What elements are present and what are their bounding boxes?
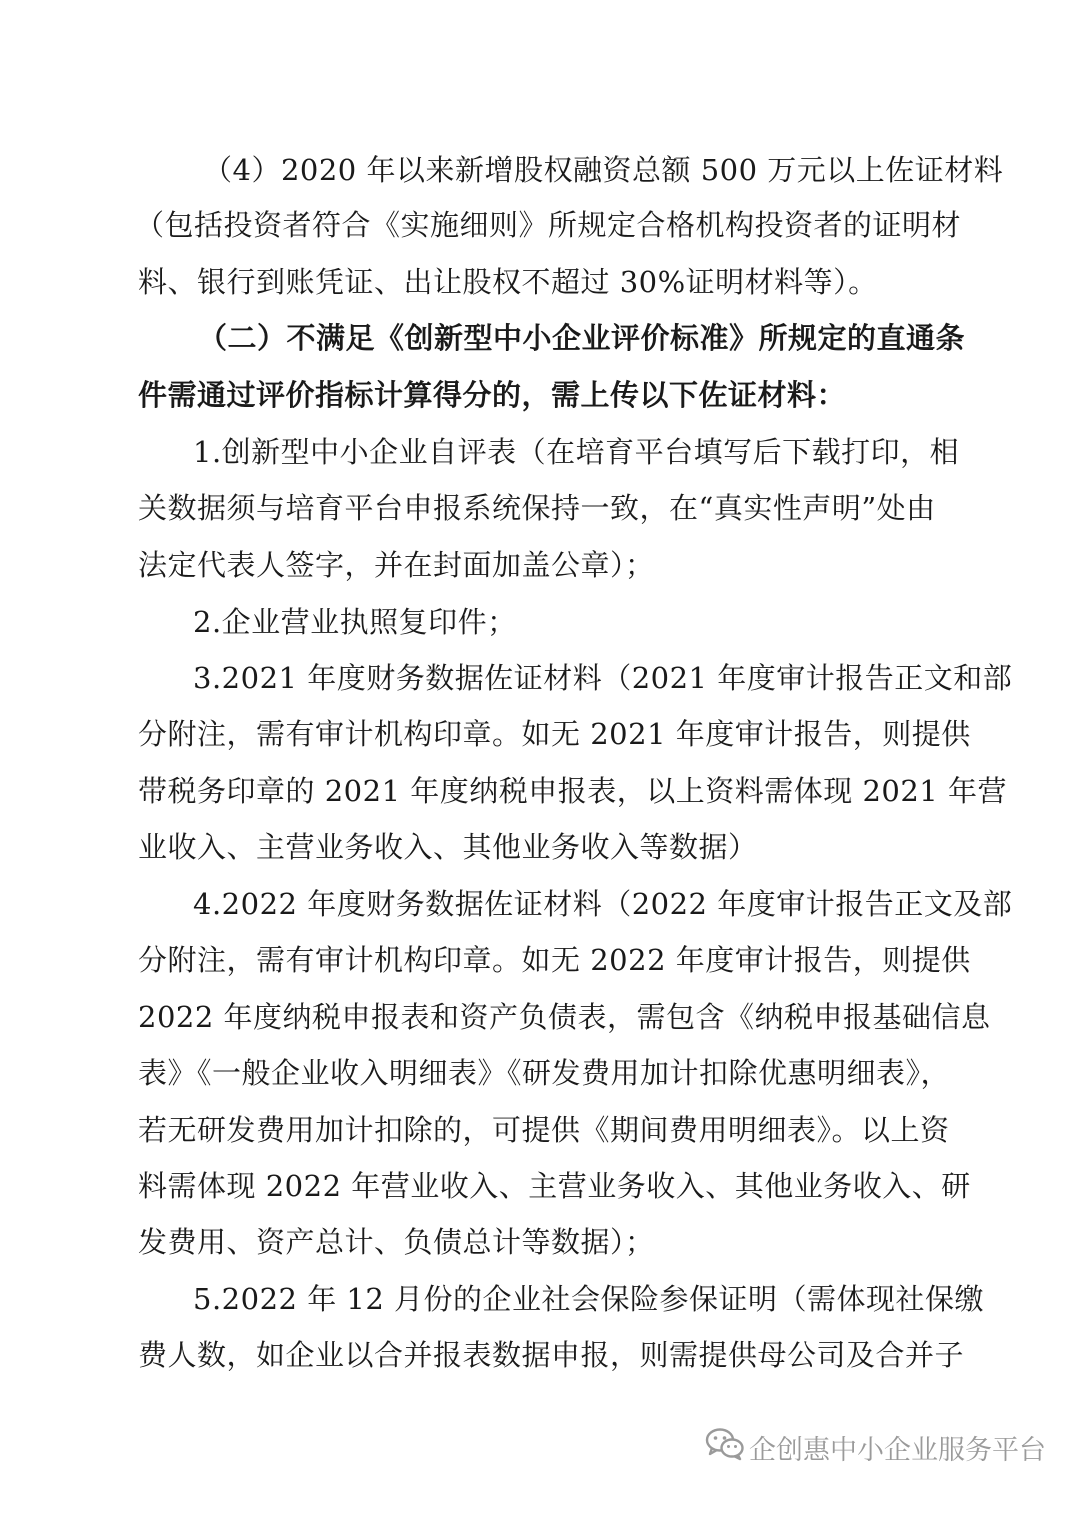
line-text: 带税务印章的 2021 年度纳税申报表，以上资料需体现 2021 年营 xyxy=(138,774,1007,808)
text-line xyxy=(0,1279,1080,1319)
line-text: 关数据须与培育平台申报系统保持一致，在“真实性声明”处由 xyxy=(138,491,936,525)
line-text: 分附注，需有审计机构印章。如无 2022 年度审计报告，则提供 xyxy=(138,943,971,977)
text-line xyxy=(0,1166,1080,1206)
text-line xyxy=(0,1335,1080,1375)
line-text: 表》《一般企业收入明细表》《研发费用加计扣除优惠明细表》， xyxy=(138,1056,951,1090)
section-heading xyxy=(0,318,1080,358)
text-line xyxy=(0,602,1080,642)
text-line xyxy=(0,262,1080,302)
text-line xyxy=(0,658,1080,698)
line-text: 业收入、主营业务收入、其他业务收入等数据） xyxy=(138,830,758,864)
text-line xyxy=(0,1053,1080,1093)
line-text: （包括投资者符合《实施细则》所规定合格机构投资者的证明材 xyxy=(135,208,962,242)
text-line xyxy=(0,771,1080,811)
line-text: （4）2020 年以来新增股权融资总额 500 万元以上佐证材料 xyxy=(203,153,1004,187)
text-line xyxy=(0,1222,1080,1262)
watermark-text: 企创惠中小企业服务平台 xyxy=(749,1434,1046,1466)
section-heading xyxy=(0,375,1080,415)
text-line xyxy=(0,827,1080,867)
line-text: 料需体现 2022 年营业收入、主营业务收入、其他业务收入、研 xyxy=(138,1169,971,1203)
heading-text: （二）不满足《创新型中小企业评价标准》所规定的直通条 xyxy=(198,321,966,355)
text-line xyxy=(0,432,1080,472)
line-text: 若无研发费用加计扣除的，可提供《期间费用明细表》。以上资 xyxy=(138,1113,950,1147)
text-line xyxy=(0,997,1080,1037)
line-text: 3.2021 年度财务数据佐证材料（2021 年度审计报告正文和部 xyxy=(193,661,1013,695)
line-text: 2022 年度纳税申报表和资产负债表，需包含《纳税申报基础信息 xyxy=(138,1000,991,1034)
line-text: 料、银行到账凭证、出让股权不超过 30%证明材料等）。 xyxy=(138,265,878,299)
text-line xyxy=(0,714,1080,754)
text-line xyxy=(0,1110,1080,1150)
line-text: 法定代表人签字，并在封面加盖公章）； xyxy=(138,548,655,582)
watermark xyxy=(705,1425,1046,1469)
text-line xyxy=(0,884,1080,924)
heading-text: 件需通过评价指标计算得分的，需上传以下佐证材料： xyxy=(138,378,847,412)
text-line xyxy=(0,150,1080,190)
text-line xyxy=(0,205,1080,245)
line-text: 2.企业营业执照复印件； xyxy=(193,605,517,639)
line-text: 4.2022 年度财务数据佐证材料（2022 年度审计报告正文及部 xyxy=(193,887,1013,921)
line-text: 费人数，如企业以合并报表数据申报，则需提供母公司及合并子 xyxy=(138,1338,965,1372)
text-line xyxy=(0,488,1080,528)
text-line xyxy=(0,545,1080,585)
line-text: 1.创新型中小企业自评表（在培育平台填写后下载打印，相 xyxy=(193,435,960,469)
line-text: 发费用、资产总计、负债总计等数据）； xyxy=(138,1225,655,1259)
line-text: 5.2022 年 12 月份的企业社会保险参保证明（需体现社保缴 xyxy=(193,1282,985,1316)
wechat-icon xyxy=(705,1427,749,1468)
line-text: 分附注，需有审计机构印章。如无 2021 年度审计报告，则提供 xyxy=(138,717,971,751)
text-line xyxy=(0,940,1080,980)
